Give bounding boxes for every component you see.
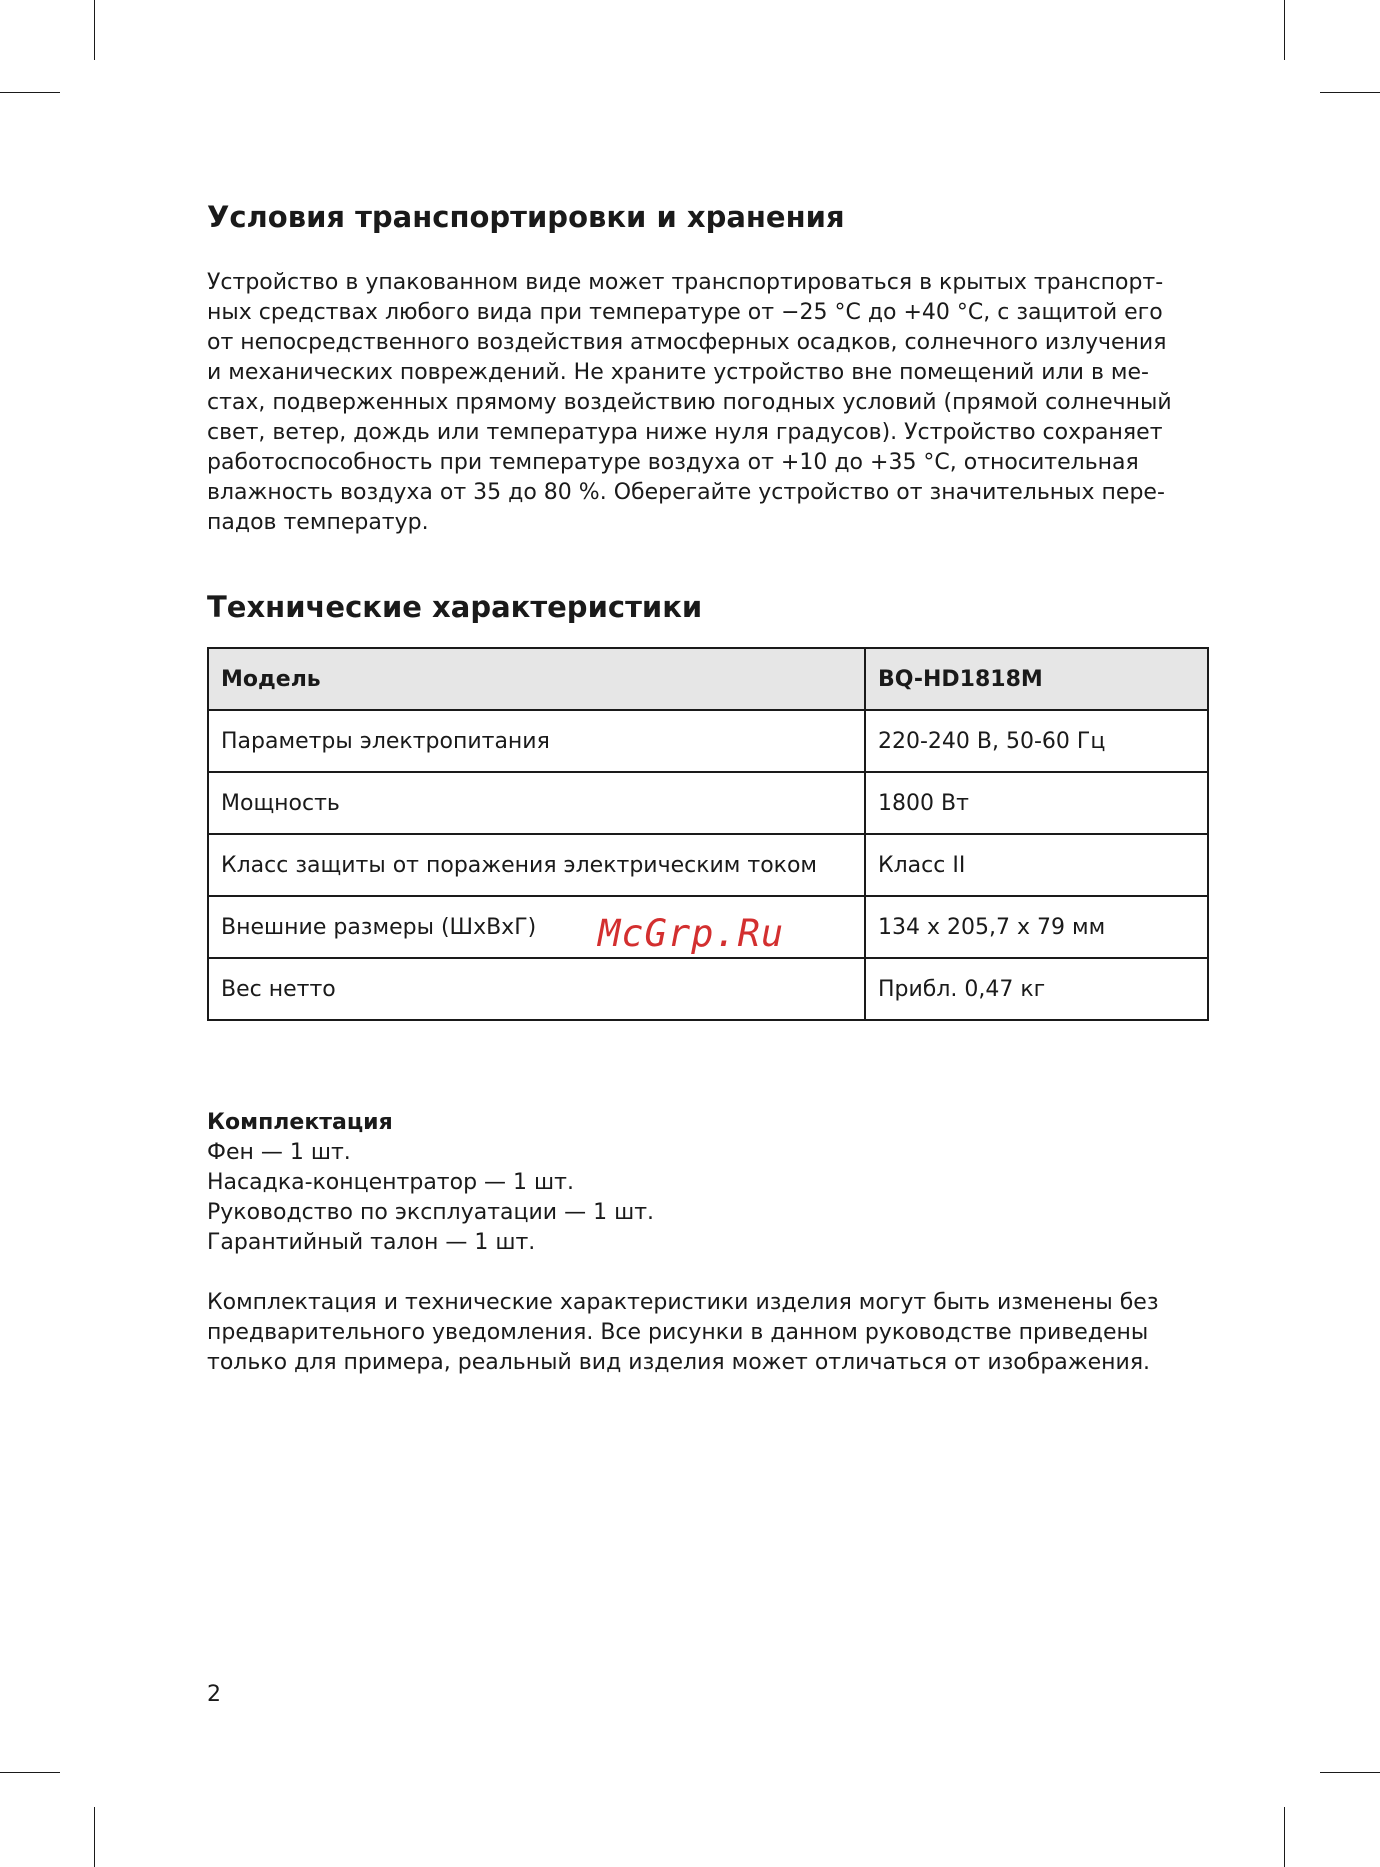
spec-label: Мощность bbox=[208, 772, 865, 834]
text-line: Устройство в упакованном виде может транспортироваться в крытых транспорт- bbox=[207, 270, 1164, 295]
spec-value: BQ-HD1818M bbox=[865, 648, 1208, 710]
table-row bbox=[208, 710, 1208, 772]
transport-heading: Условия транспортировки и хранения bbox=[207, 200, 845, 234]
crop-mark bbox=[1284, 0, 1285, 60]
crop-mark bbox=[1320, 92, 1380, 93]
crop-mark bbox=[94, 1807, 95, 1867]
list-item: Руководство по эксплуатации — 1 шт. bbox=[207, 1200, 655, 1225]
list-item: Гарантийный талон — 1 шт. bbox=[207, 1230, 536, 1255]
spec-value: Класс II bbox=[865, 834, 1208, 896]
spec-label: Класс защиты от поражения электрическим током bbox=[208, 834, 865, 896]
crop-mark bbox=[1320, 1772, 1380, 1773]
table-row bbox=[208, 772, 1208, 834]
watermark-text: McGrp.Ru bbox=[598, 912, 785, 955]
list-item: Фен — 1 шт. bbox=[207, 1140, 351, 1165]
page-number: 2 bbox=[207, 1682, 221, 1707]
text-line: ных средствах любого вида при температуре от −25 °C до +40 °C, с защитой его bbox=[207, 300, 1163, 325]
spec-label: Параметры электропитания bbox=[208, 710, 865, 772]
text-line: предварительного уведомления. Все рисунки в данном руководстве приведены bbox=[207, 1320, 1149, 1345]
text-line: падов температур. bbox=[207, 510, 429, 535]
crop-mark bbox=[1284, 1807, 1285, 1867]
text-line: свет, ветер, дождь или температура ниже нуля градусов). Устройство сохраняет bbox=[207, 420, 1163, 445]
text-line: работоспособность при температуре воздуха от +10 до +35 °C, относительная bbox=[207, 450, 1139, 475]
spec-value: 220-240 В, 50-60 Гц bbox=[865, 710, 1208, 772]
table-row bbox=[208, 834, 1208, 896]
specs-heading: Технические характеристики bbox=[207, 590, 703, 624]
text-line: и механических повреждений. Не храните устройство вне помещений или в ме- bbox=[207, 360, 1149, 385]
spec-label: Модель bbox=[208, 648, 865, 710]
crop-mark bbox=[0, 92, 60, 93]
spec-value: 1800 Вт bbox=[865, 772, 1208, 834]
spec-value: 134 x 205,7 x 79 мм bbox=[865, 896, 1208, 958]
spec-label: Внешние размеры (ШхВхГ) bbox=[208, 896, 865, 958]
transport-paragraph bbox=[207, 268, 1207, 538]
text-line: только для примера, реальный вид изделия может отличаться от изображения. bbox=[207, 1350, 1151, 1375]
kit-title: Комплектация bbox=[207, 1110, 393, 1135]
text-line: Комплектация и технические характеристики изделия могут быть изменены без bbox=[207, 1290, 1159, 1315]
table-row bbox=[208, 958, 1208, 1020]
kit-list bbox=[207, 1138, 654, 1258]
text-line: стах, подверженных прямому воздействию погодных условий (прямой солнечный bbox=[207, 390, 1172, 415]
spec-label: Вес нетто bbox=[208, 958, 865, 1020]
text-line: от непосредственного воздействия атмосферных осадков, солнечного излучения bbox=[207, 330, 1167, 355]
crop-mark bbox=[94, 0, 95, 60]
spec-value: Прибл. 0,47 кг bbox=[865, 958, 1208, 1020]
crop-mark bbox=[0, 1772, 60, 1773]
table-header-row bbox=[208, 648, 1208, 710]
text-line: влажность воздуха от 35 до 80 %. Оберегайте устройство от значительных пере- bbox=[207, 480, 1165, 505]
disclaimer-paragraph bbox=[207, 1288, 1207, 1378]
list-item: Насадка-концентратор — 1 шт. bbox=[207, 1170, 574, 1195]
specs-table bbox=[207, 647, 1209, 1021]
